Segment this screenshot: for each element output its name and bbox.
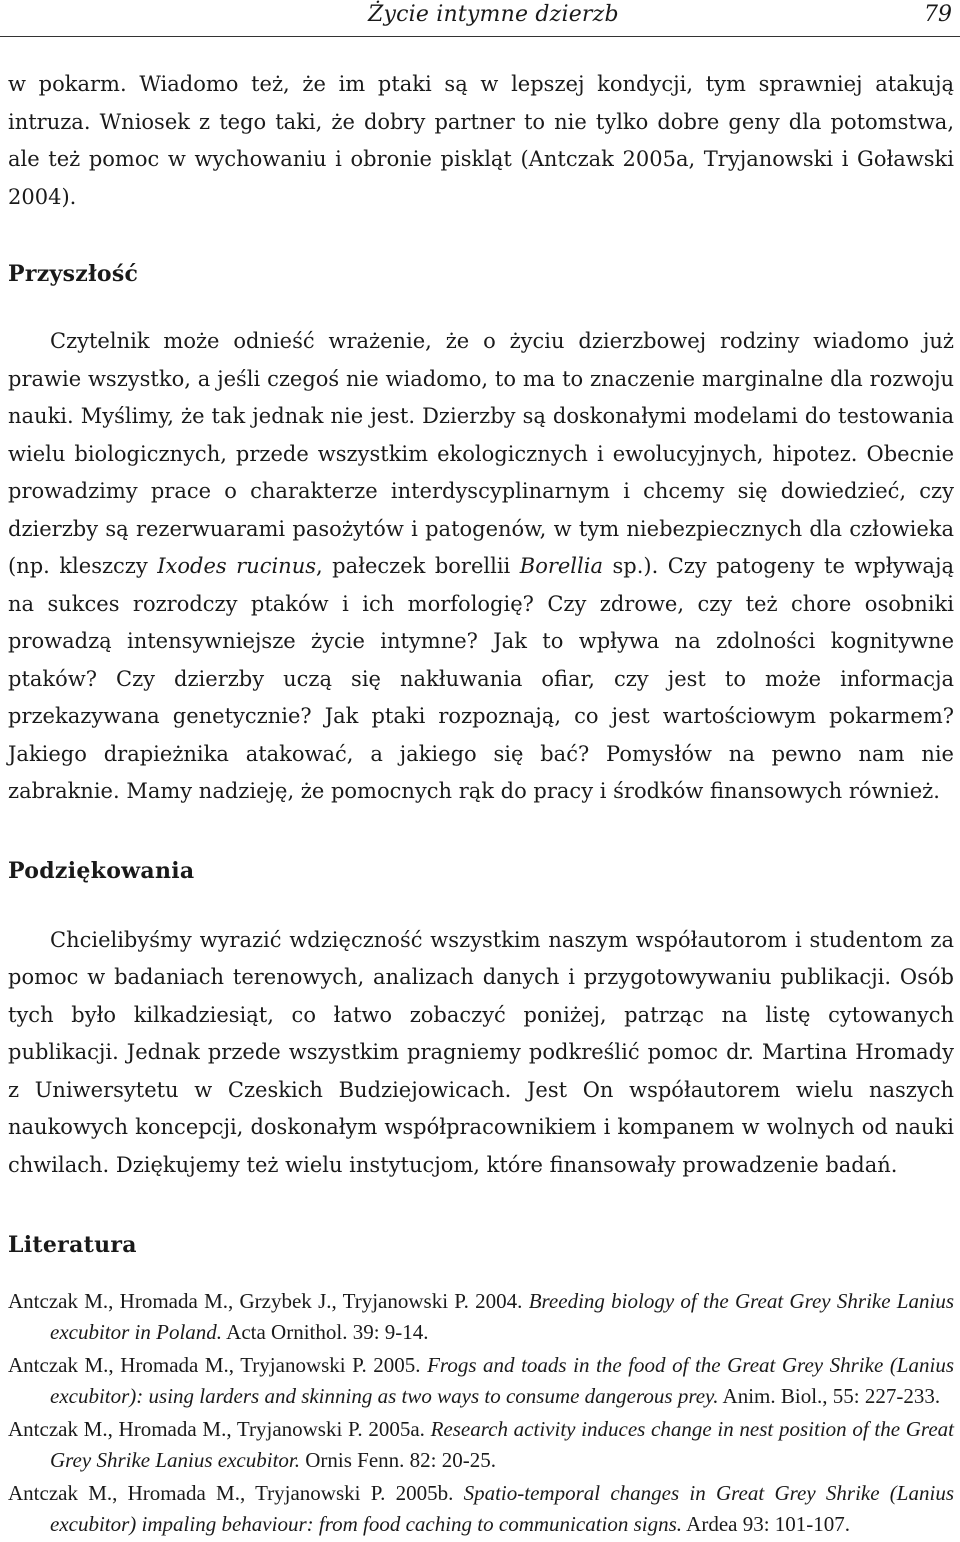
reference-item <box>8 1286 954 1348</box>
future-text-3: sp.). Czy patogeny te wpływają na sukces rozrodczy ptaków i ich morfologię? Czy zdrowe, czy też chore osobniki prowadzą intensywniejsze życie intymne? Jak to wpływa na zdolności kognitywne ptaków? Czy dzierzby uczą się nakłuwania ofiar, czy jest to może informacja przekazywana genetycznie? Jak ptaki rozpoznają, co jest wartościowym pokarmem? Jakiego drapieżnika atakować, a jakiego się bać? Pomysłów na pewno nam nie zabraknie. Mamy nadzieję, że pomocnych rąk do pracy i środków finansowych również. <box>8 554 954 803</box>
reference-authors: Antczak M., Hromada M., Grzybek J., Tryjanowski P. 2004. <box>8 1289 529 1313</box>
reference-source: Anim. Biol., 55: 227-233. <box>718 1384 941 1408</box>
reference-source: Acta Ornithol. 39: 9-14. <box>222 1320 429 1344</box>
reference-item <box>8 1350 954 1412</box>
running-header <box>0 0 960 37</box>
reference-title: Spatio-temporal changes in Great Grey Shrike (Lanius excubitor) impaling behaviour: from food caching to communication signs. <box>50 1481 954 1536</box>
section-heading-acknowledgements: Podziękowania <box>8 857 195 884</box>
section-heading-literature: Literatura <box>8 1232 137 1258</box>
section-heading-future: Przyszłość <box>8 261 139 287</box>
acknowledgements-paragraph: Chcielibyśmy wyrazić wdzięczność wszystkim naszym współautorom i studentom za pomoc w badaniach terenowych, analizach danych i przygotowywaniu publikacji. Osób tych było kilkadziesiąt, co łatwo zobaczyć poniżej, patrząc na listę cytowanych publikacji. Jednak przede wszystkim pragniemy podkreślić pomoc dr. Martina Hromady z Uniwersytetu w Czeskich Budziejowicach. Jest On współautorem wielu naszych naukowych koncepcji, doskonałym współpracownikiem i kompanem w wolnych od nauki chwilach. Dziękujemy też wielu instytucjom, które finansowały prowadzenie badań. <box>8 927 954 1177</box>
page-body <box>8 66 954 1542</box>
intro-paragraph: w pokarm. Wiadomo też, że im ptaki są w lepszej kondycji, tym sprawniej atakują intruza. Wniosek z tego taki, że dobry partner to nie tylko dobre geny dla potomstwa, ale też pomoc w wychowaniu i obronie piskląt (Antczak 2005a, Tryjanowski i Goławski 2004). <box>8 72 954 209</box>
reference-title: Research activity induces change in nest position of the Great Grey Shrike Lanius excubitor. <box>50 1417 954 1472</box>
species-name-ixodes: Ixodes rucinus <box>157 554 317 578</box>
reference-source: Ornis Fenn. 82: 20-25. <box>300 1448 497 1472</box>
reference-authors: Antczak M., Hromada M., Tryjanowski P. 2005b. <box>8 1481 464 1505</box>
reference-title: Breeding biology of the Great Grey Shrike Lanius excubitor in Poland. <box>50 1289 954 1344</box>
reference-source: Ardea 93: 101-107. <box>682 1512 851 1536</box>
future-paragraph <box>8 323 954 811</box>
reference-authors: Antczak M., Hromada M., Tryjanowski P. 2005a. <box>8 1417 431 1441</box>
running-title: Życie intymne dzierzb <box>368 2 619 27</box>
reference-item <box>8 1414 954 1476</box>
future-text-1: Czytelnik może odnieść wrażenie, że o życiu dzierzbowej rodziny wiadomo już prawie wszystko, a jeśli czegoś nie wiadomo, to ma to znaczenie marginalne dla rozwoju nauki. Myślimy, że tak jednak nie jest. Dzierzby są doskonałymi modelami do testowania wielu biologicznych, przede wszystkim ekologicznych i ewolucyjnych, hipotez. Obecnie prowadzimy prace o charakterze interdyscyplinarnym i chcemy się dowiedzieć, czy dzierzby są rezerwuarami pasożytów i patogenów, w tym niebezpiecznych dla człowieka (np. kleszczy <box>8 329 954 578</box>
reference-authors: Antczak M., Hromada M., Tryjanowski P. 2005. <box>8 1353 428 1377</box>
species-name-borellia: Borellia <box>519 554 603 578</box>
page-number: 79 <box>924 2 952 27</box>
future-text-2: , pałeczek borellii <box>316 554 520 578</box>
reference-title: Frogs and toads in the food of the Great Grey Shrike (Lanius excubitor): using larders and skinning as two ways to consume dangerous prey. <box>50 1353 954 1408</box>
reference-item <box>8 1478 954 1540</box>
